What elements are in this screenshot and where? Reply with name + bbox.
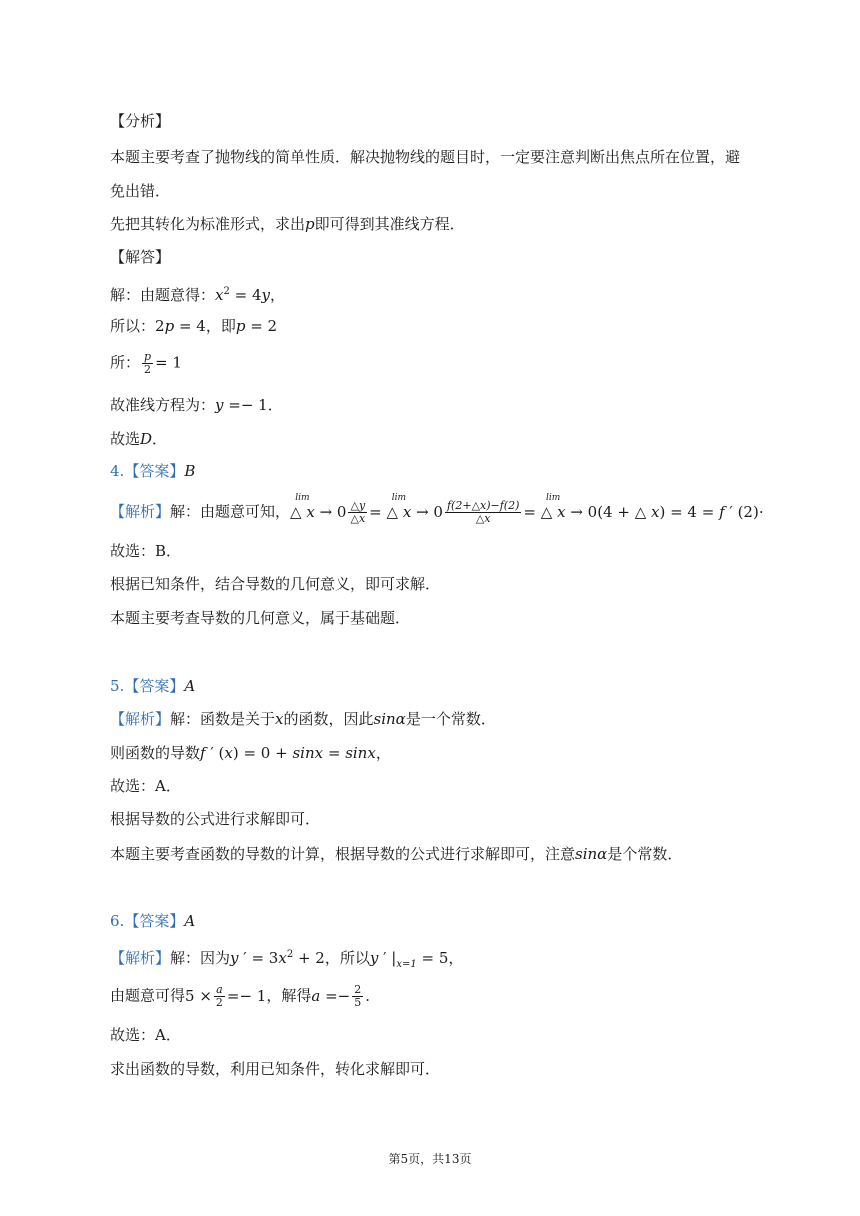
solution-line-3: 所： $\frac{p}{2}$ = 1	[110, 350, 182, 376]
equation: y =− 1	[215, 396, 268, 414]
analysis-line-3: 先把其转化为标准形式，求出p即可得到其准线方程．	[110, 215, 465, 233]
solution-line-2: 所以：2p = 4，即p = 2	[110, 317, 278, 335]
q6-note-1: 求出函数的导数，利用已知条件，转化求解即可．	[110, 1060, 441, 1078]
q5-answer-line: 5.【答案】A	[110, 677, 196, 695]
equation: y ′ = $3x^2 + 2$	[230, 949, 325, 967]
analysis-line-2: 免出错．	[110, 182, 171, 200]
q5-choice: 故选：A．	[110, 777, 181, 795]
equation: p = 2	[235, 317, 278, 335]
solution-line-1: 解：由题意得：$x^2 = 4y$，	[110, 286, 286, 304]
equation: 2p = 4	[155, 317, 206, 335]
q4-note-1: 根据已知条件，结合导数的几何意义，即可求解．	[110, 575, 441, 593]
q5-analysis-line: 【解析】解：函数是关于x的函数，因此sinα是一个常数．	[110, 710, 496, 728]
q6-answer-line: 6.【答案】A	[110, 912, 196, 930]
q5-note-1: 根据导数的公式进行求解即可．	[110, 810, 321, 828]
solution-line-4: 故准线方程为：y =− 1．	[110, 396, 283, 414]
answer-header: 【解答】	[110, 248, 171, 266]
q4-analysis-line: 【解析】解：由题意可知，△ x lim → 0 $\frac{\triangle y}{\triangle x}$ = △ x lim → 0 $\frac{f(2+\triangle x)-f(2)}{\triangle x}$ = △ x lim → 0(4 + △ x) = 4 = f ′ (2)·	[110, 492, 764, 525]
analysis-line-1: 本题主要考查了抛物线的简单性质．解决抛物线的题目时，一定要注意判断出焦点所在位置，避	[110, 148, 741, 166]
q5-note-2: 本题主要考查函数的导数的计算，根据导数的公式进行求解即可，注意sinα是个常数．	[110, 845, 683, 863]
equation: y ′ $|_{x=1} = 5$	[369, 949, 449, 970]
limit-expression: △ x lim → 0 $\frac{\triangle y}{\triangle x}$ = △ x lim → 0 $\frac{f(2+\triangle x)-f(2)}{\triangle x}$ = △ x lim → 0(4 + △ x) = 4 = f ′ (2)·	[290, 492, 764, 525]
solution-line-5: 故选D．	[110, 430, 168, 448]
analysis-header: 【分析】	[110, 112, 171, 130]
q5-derivative-line: 则函数的导数f ′ (x) = 0 + sinx = sinx，	[110, 744, 391, 762]
q4-note-2: 本题主要考查导数的几何意义，属于基础题．	[110, 609, 411, 627]
q6-choice: 故选：A．	[110, 1026, 181, 1044]
page-footer: 第5页，共13页	[388, 1152, 472, 1166]
fraction: $\frac{p}{2}$	[144, 350, 152, 376]
q6-condition-line: 由题意可得5 × $\frac{a}{2}$ =− 1，解得a =− $\frac{2}{5}$ ．	[110, 983, 381, 1009]
q4-choice: 故选：B．	[110, 542, 182, 560]
equation: f ′ (x) = 0 + sinx = sinx	[200, 744, 376, 762]
q6-analysis-line: 【解析】解：因为y ′ = $3x^2 + 2$，所以y ′ $|_{x=1} = 5$，	[110, 949, 464, 970]
equation: $x^2 = 4y$	[215, 286, 271, 304]
q4-answer-line: 4.【答案】B	[110, 462, 196, 480]
math-p: p	[305, 215, 315, 233]
